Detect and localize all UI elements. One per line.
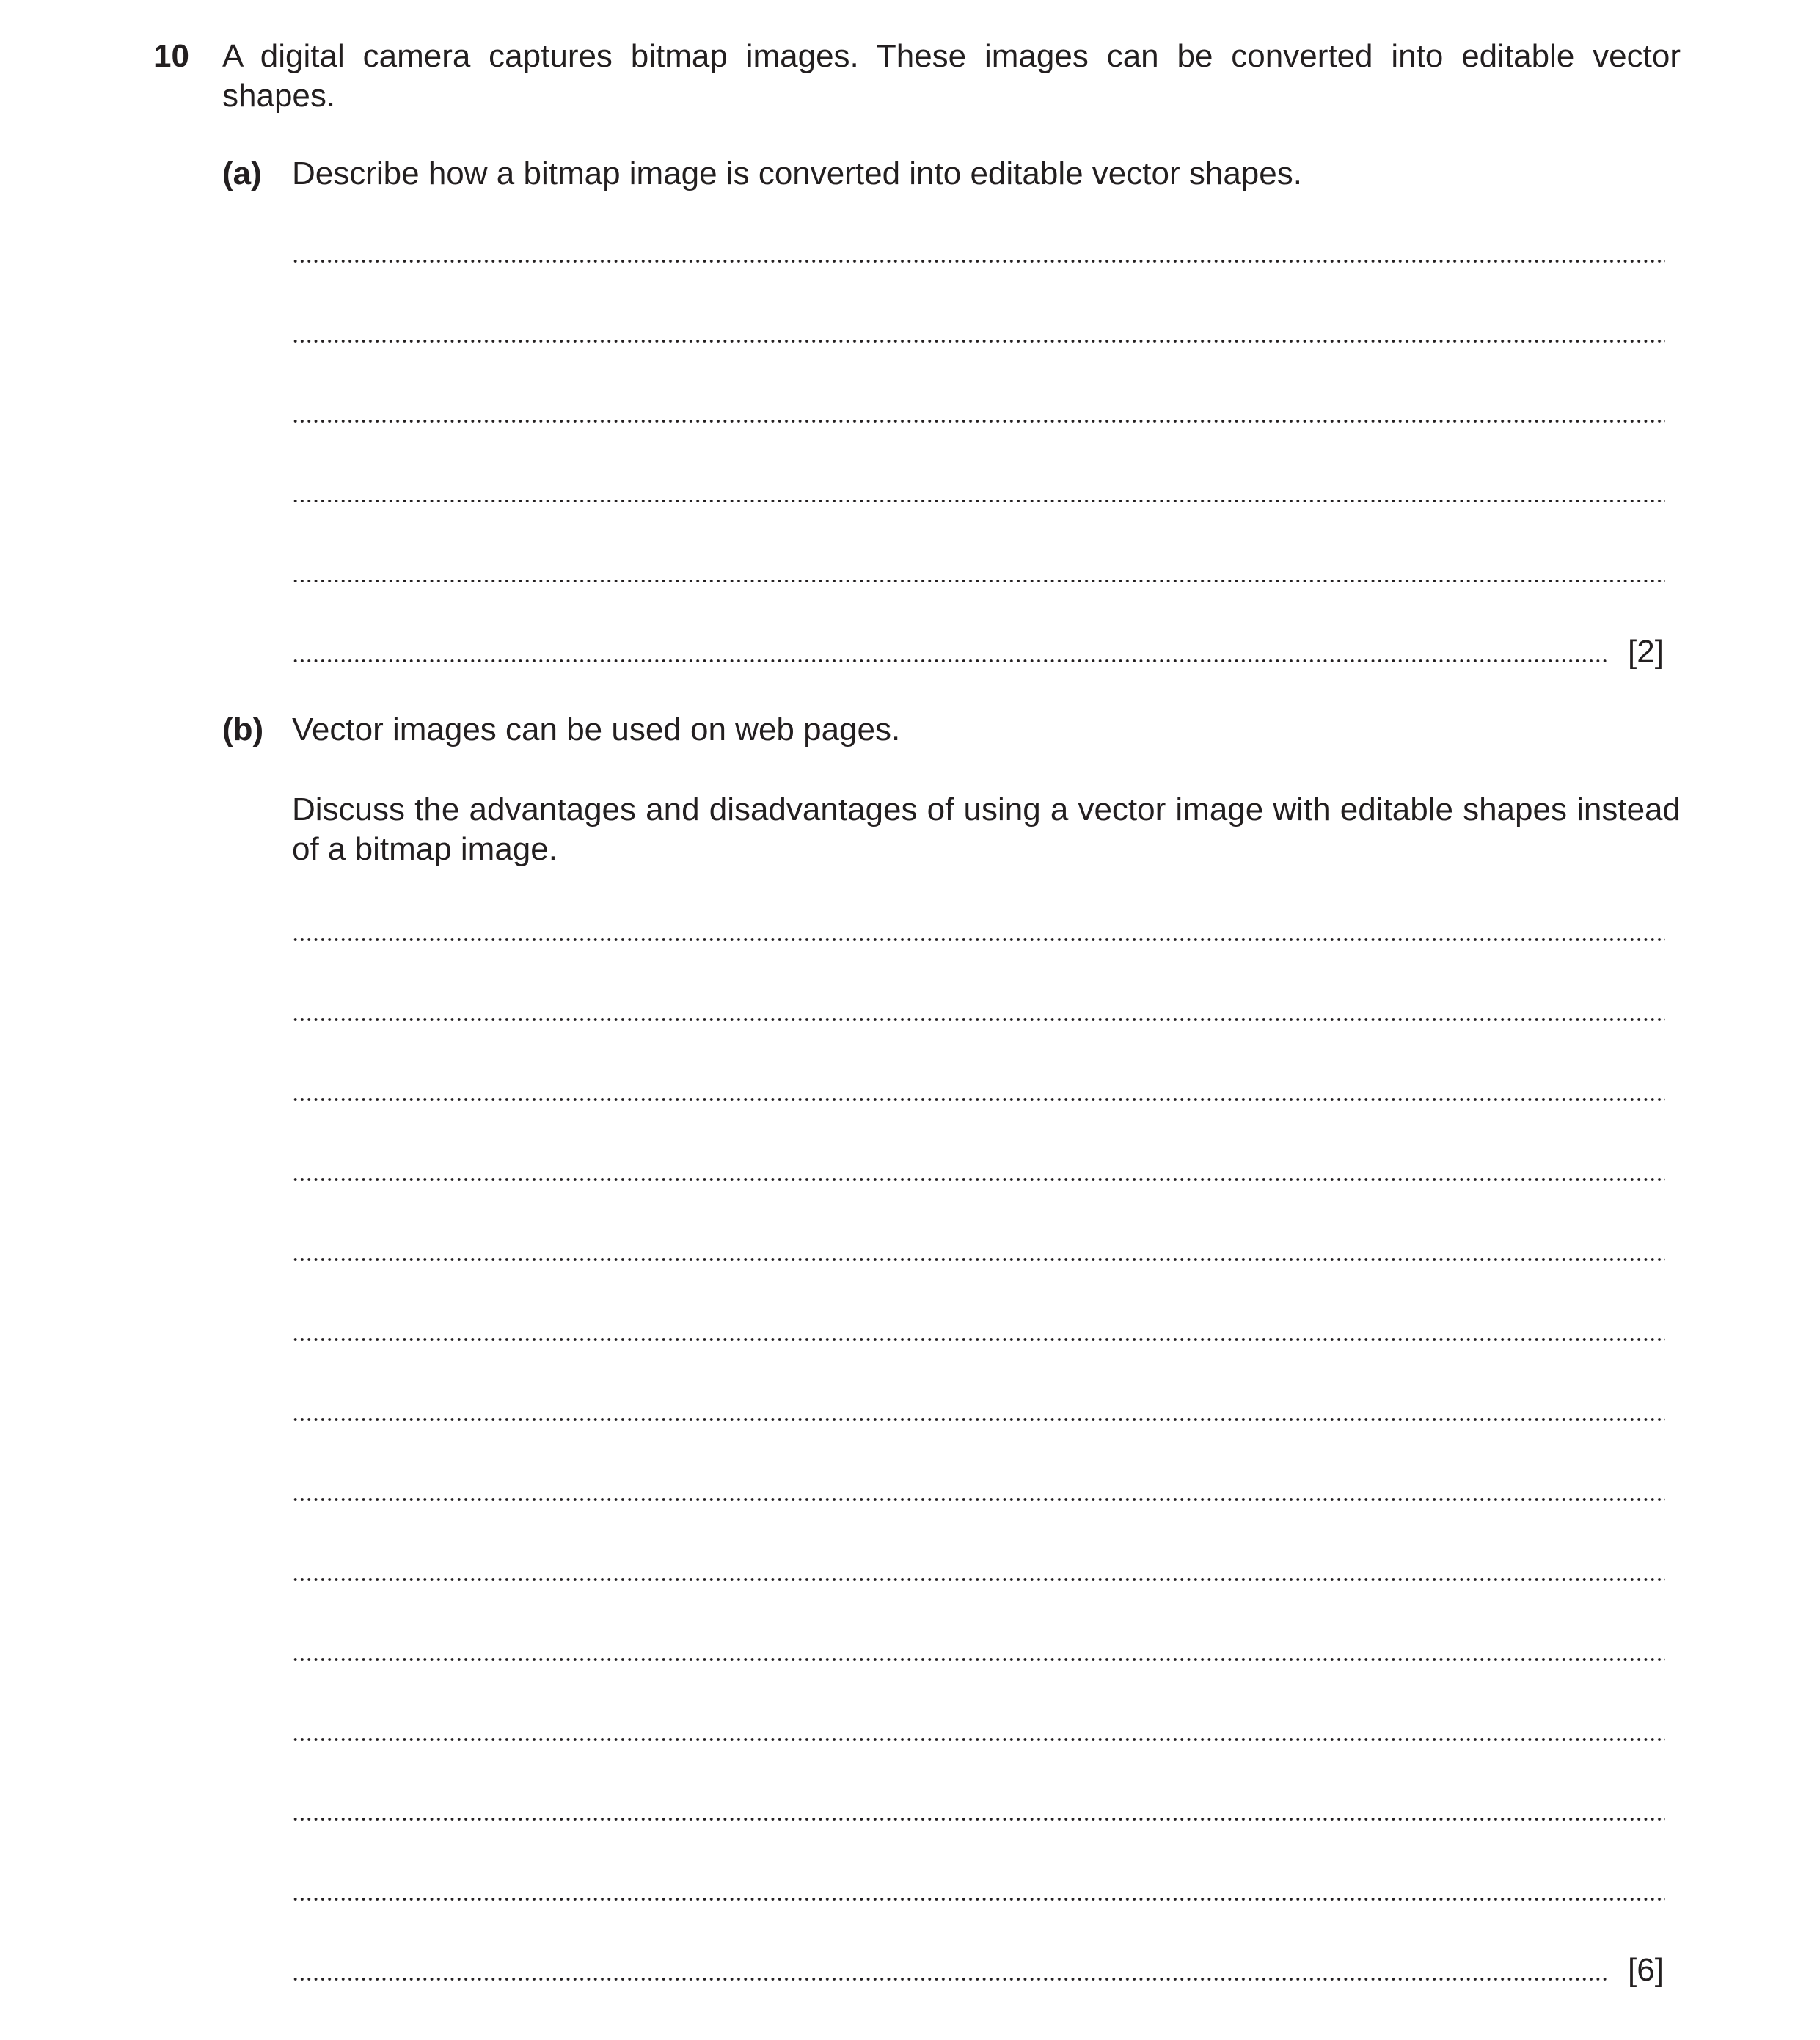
part-a-marks: [2] xyxy=(1628,634,1664,670)
part-b-instruction: Discuss the advantages and disadvantages of using a vector image with editable shapes instead of a bitmap image. xyxy=(292,791,1681,867)
answer-line[interactable] xyxy=(292,937,1665,942)
answer-line[interactable] xyxy=(292,659,1609,663)
answer-line[interactable] xyxy=(292,1337,1665,1342)
part-b-text: Vector images can be used on web pages. xyxy=(292,712,901,747)
part-a-text: Describe how a bitmap image is converted into editable vector shapes. xyxy=(292,156,1302,191)
answer-line[interactable] xyxy=(292,1977,1609,1981)
answer-line[interactable] xyxy=(292,1097,1665,1102)
answer-line[interactable] xyxy=(292,1737,1665,1741)
part-a-label: (a) xyxy=(222,156,262,191)
part-b-label: (b) xyxy=(222,712,264,747)
part-b-marks: [6] xyxy=(1628,1952,1664,1988)
answer-line[interactable] xyxy=(292,1017,1665,1022)
answer-line[interactable] xyxy=(292,1257,1665,1262)
question-number: 10 xyxy=(153,38,189,74)
answer-line[interactable] xyxy=(292,579,1665,583)
answer-line[interactable] xyxy=(292,1417,1665,1422)
answer-line[interactable] xyxy=(292,419,1665,423)
answer-line[interactable] xyxy=(292,259,1665,263)
answer-line[interactable] xyxy=(292,499,1665,503)
answer-line[interactable] xyxy=(292,1897,1665,1901)
answer-line[interactable] xyxy=(292,1497,1665,1502)
answer-line[interactable] xyxy=(292,1577,1665,1582)
question-stem: A digital camera captures bitmap images. These images can be converted into editable vector shapes. xyxy=(222,38,1681,114)
answer-line[interactable] xyxy=(292,1817,1665,1821)
answer-line[interactable] xyxy=(292,1177,1665,1182)
answer-line[interactable] xyxy=(292,1657,1665,1661)
answer-line[interactable] xyxy=(292,339,1665,343)
